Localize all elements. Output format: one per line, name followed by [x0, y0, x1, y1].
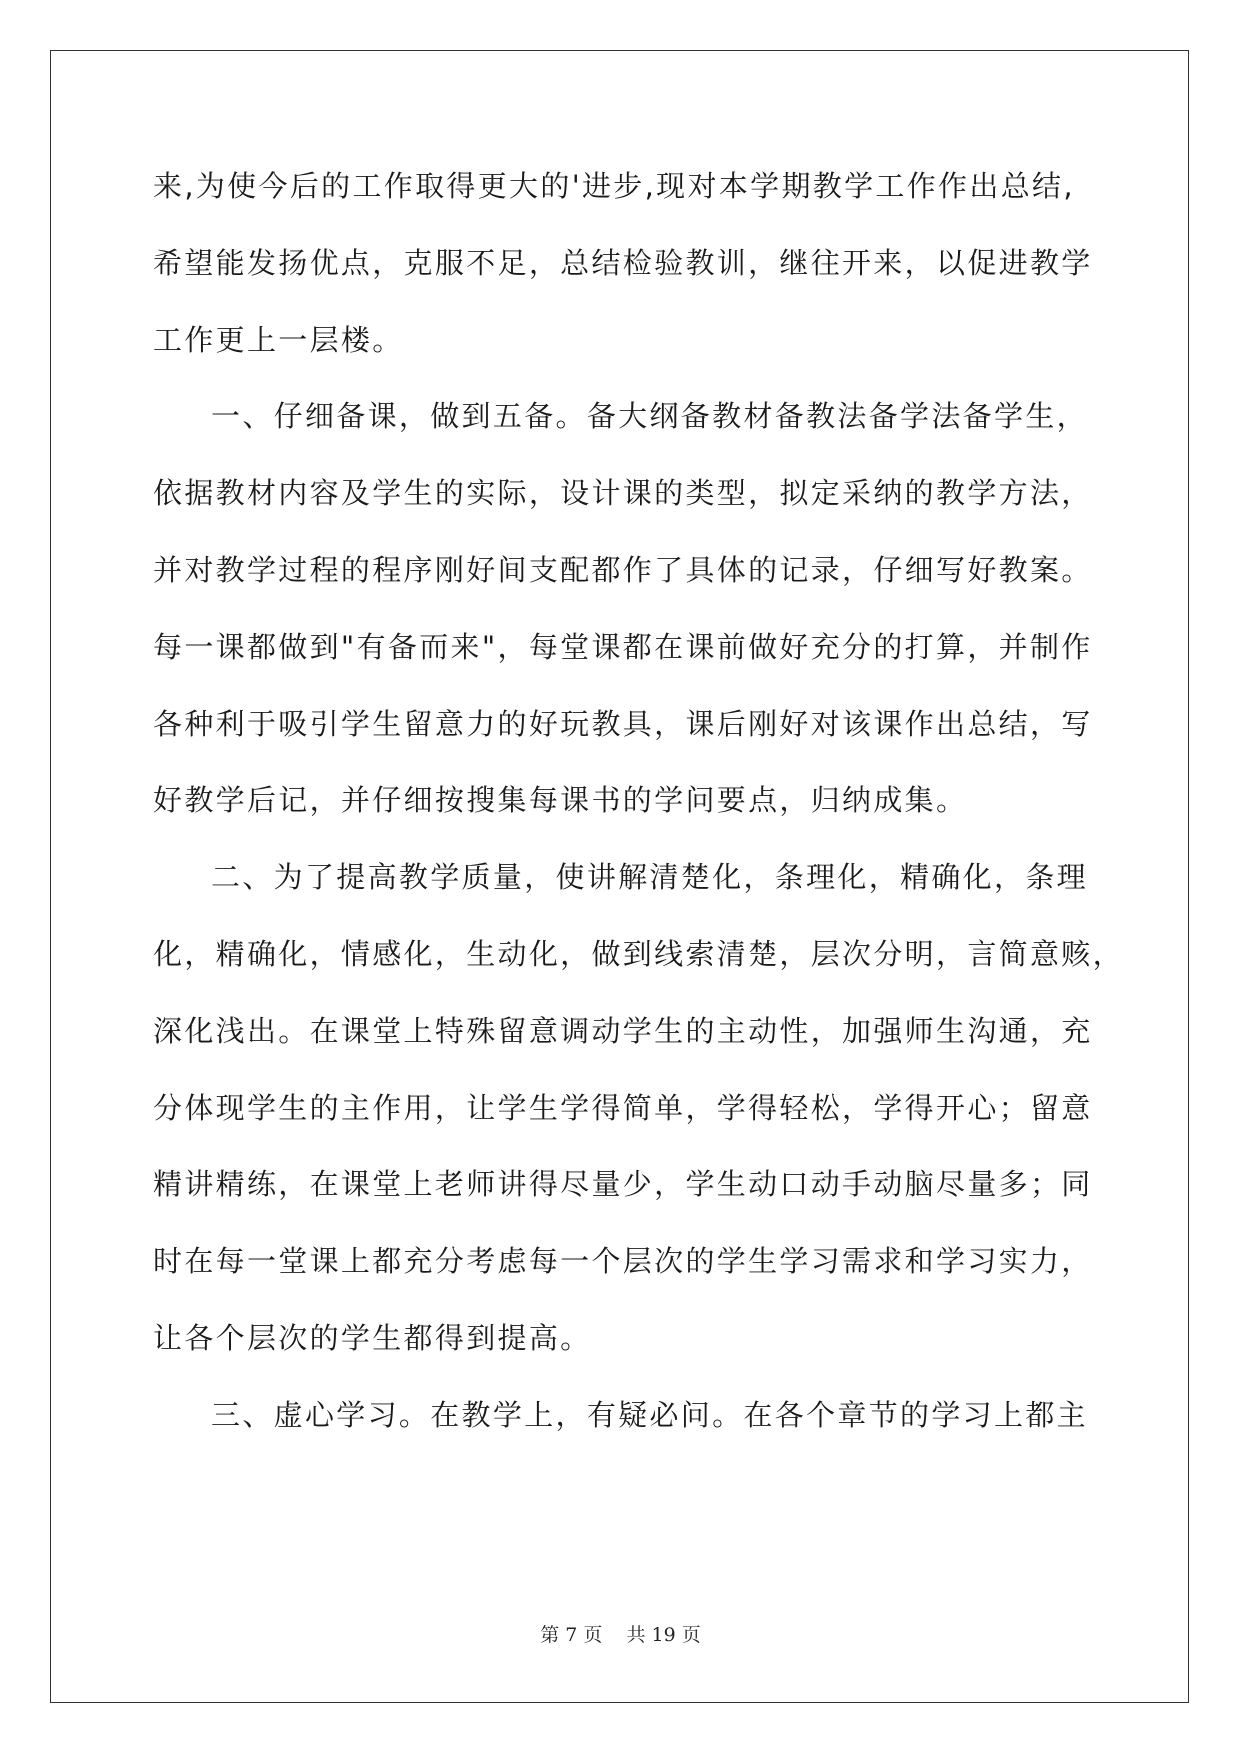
- page-total: 共 19 页: [626, 1624, 701, 1646]
- page-footer: [0, 1620, 1241, 1647]
- text-line: 并对教学过程的程序刚好间支配都作了具体的记录，仔细写好教案。: [153, 552, 1093, 587]
- text-line: 精讲精练，在课堂上老师讲得尽量少，学生动口动手动脑尽量多；同: [153, 1167, 1093, 1202]
- text-line: 三、虚心学习。在教学上，有疑必问。在各个章节的学习上都主: [211, 1397, 1088, 1432]
- text-line: 希望能发扬优点，克服不足，总结检验教训，继往开来，以促进教学: [153, 245, 1093, 280]
- text-line: 一、仔细备课，做到五备。备大纲备教材备教法备学法备学生，: [211, 399, 1088, 434]
- text-line: 各种利于吸引学生留意力的好玩教具，课后刚好对该课作出总结，写: [153, 706, 1093, 741]
- text-line: 依据教材内容及学生的实际，设计课的类型，拟定采纳的教学方法，: [153, 476, 1093, 511]
- text-line: 工作更上一层楼。: [153, 322, 404, 357]
- text-line: 好教学后记，并仔细按搜集每课书的学问要点，归纳成集。: [153, 783, 968, 818]
- text-line: 深化浅出。在课堂上特殊留意调动学生的主动性，加强师生沟通，充: [153, 1013, 1093, 1048]
- text-line: 分体现学生的主作用，让学生学得简单，学得轻松，学得开心；留意: [153, 1090, 1093, 1125]
- text-line: 让各个层次的学生都得到提高。: [153, 1320, 592, 1355]
- text-line: 来,为使今后的工作取得更大的'进步,现对本学期教学工作作出总结,: [153, 169, 1075, 203]
- text-line: 二、为了提高教学质量，使讲解清楚化，条理化，精确化，条理: [211, 860, 1088, 895]
- text-line: 每一课都做到"有备而来"，每堂课都在课前做好充分的打算，并制作: [153, 629, 1093, 664]
- document-body: [153, 148, 1124, 1454]
- page-number: 第 7 页: [540, 1624, 603, 1646]
- text-line: 时在每一堂课上都充分考虑每一个层次的学生学习需求和学习实力，: [153, 1244, 1093, 1279]
- text-line: 化，精确化，情感化，生动化，做到线索清楚，层次分明，言简意赅，: [153, 936, 1124, 971]
